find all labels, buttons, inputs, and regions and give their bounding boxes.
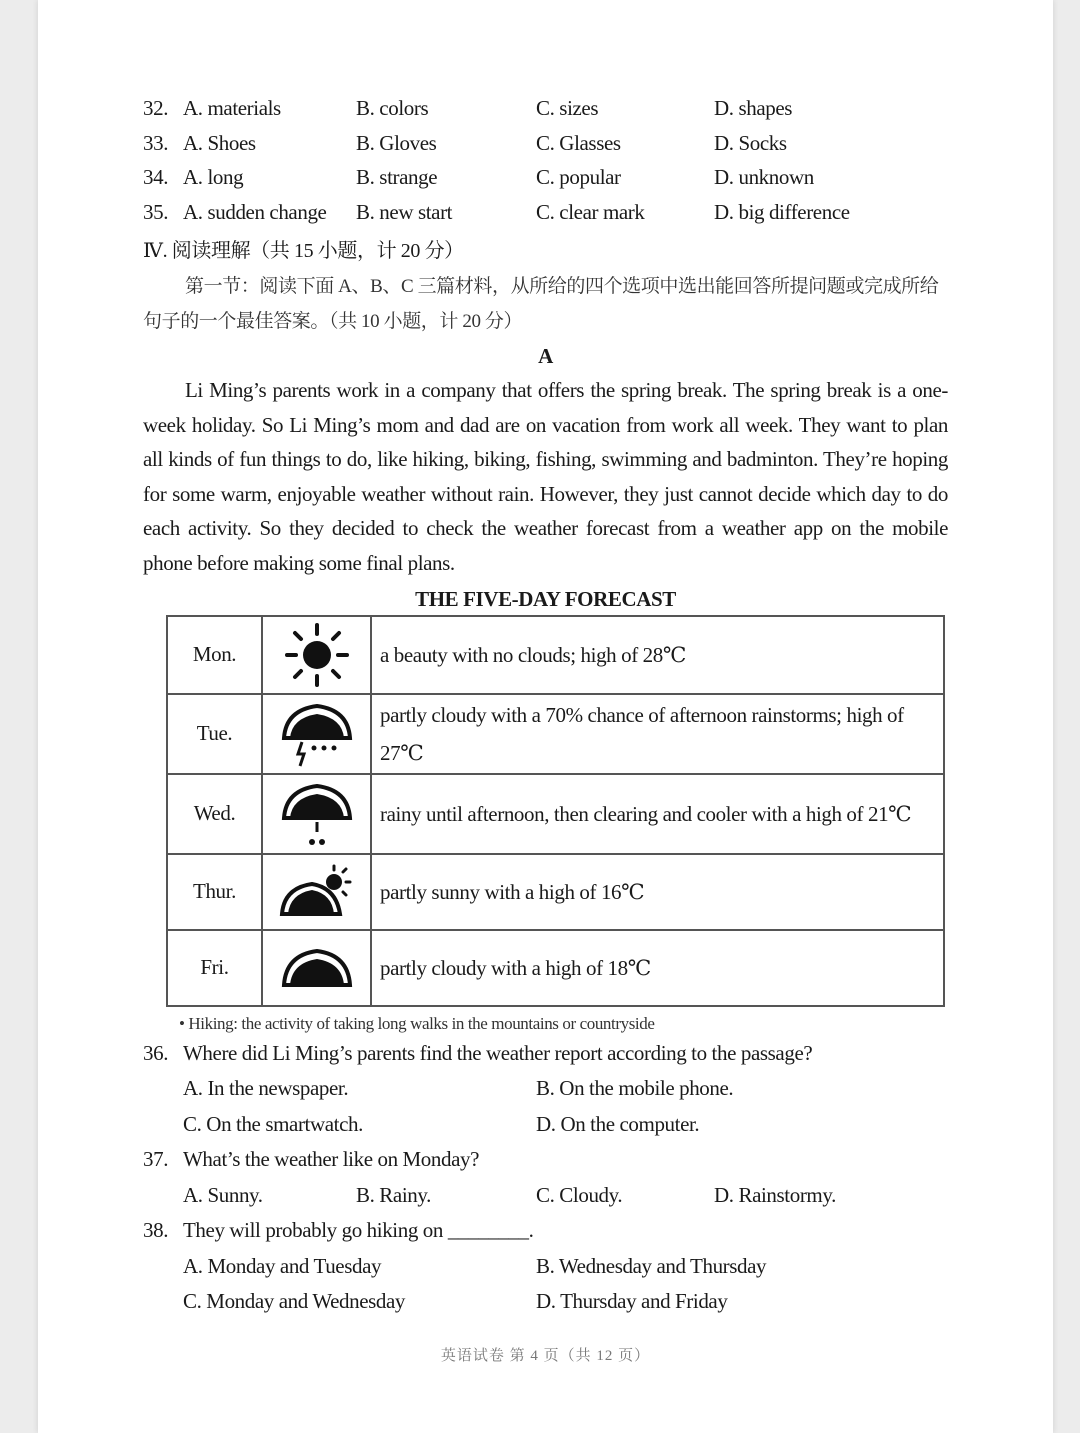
page-content xyxy=(143,96,948,1325)
option-c: C. popular xyxy=(536,165,621,189)
option-a: A. materials xyxy=(183,96,281,120)
option-c: C. On the smartwatch. xyxy=(183,1111,363,1136)
option-b: B. Wednesday and Thursday xyxy=(536,1253,767,1278)
option-d: D. Thursday and Friday xyxy=(536,1289,728,1314)
forecast-desc: partly cloudy with a high of 18℃ xyxy=(371,930,944,1006)
partly-sunny-icon xyxy=(278,862,356,922)
question-number: 37. xyxy=(143,1147,169,1172)
rain-cloud-icon xyxy=(278,778,356,850)
question-37 xyxy=(143,1147,948,1183)
section-heading: Ⅳ. 阅读理解（共 15 小题，计 20 分） xyxy=(143,240,464,262)
option-row-32 xyxy=(143,96,948,131)
option-c: C. Glasses xyxy=(536,130,621,155)
option-d: D. On the computer. xyxy=(536,1111,700,1136)
option-c: C. sizes xyxy=(536,96,599,120)
forecast-row-thur xyxy=(167,854,944,930)
forecast-day: Thur. xyxy=(167,854,262,930)
question-38-options-ab xyxy=(143,1254,948,1290)
option-a: A. In the newspaper. xyxy=(183,1076,349,1101)
option-a: A. sudden change xyxy=(183,199,327,224)
question-number: 38. xyxy=(143,1218,169,1243)
question-37-options xyxy=(143,1183,948,1219)
forecast-desc: a beauty with no clouds; high of 28℃ xyxy=(371,616,944,694)
question-36 xyxy=(143,1041,948,1077)
option-b: B. new start xyxy=(356,199,453,224)
option-c: C. Cloudy. xyxy=(536,1182,623,1207)
option-c: C. clear mark xyxy=(536,199,645,224)
question-text: What’s the weather like on Monday? xyxy=(183,1147,480,1172)
option-a: A. Sunny. xyxy=(183,1182,263,1207)
question-38-options-cd xyxy=(143,1289,948,1325)
hiking-note: • Hiking: the activity of taking long walks in the mountains or countryside xyxy=(179,1013,655,1033)
option-a: A. long xyxy=(183,165,244,189)
passage-text: Li Ming’s parents work in a company that offers the spring break. The spring break is a one-week holiday. So Li Ming’s mom and dad are on vacation from work all week. They want to plan all kinds of fun things to do, like hiking, biking, fishing, swimming and badminton. They’re hoping for some warm, enjoyable weather without rain. However, they just cannot decide which day to do each activity. So they decided to check the weather forecast from a weather app on the mobile phone before making some final plans. xyxy=(143,378,948,575)
forecast-desc: partly cloudy with a 70% chance of afternoon rainstorms; high of 27℃ xyxy=(371,694,944,774)
forecast-row-mon xyxy=(167,616,944,694)
option-d: D. Socks xyxy=(714,130,787,155)
option-b: B. Rainy. xyxy=(356,1182,431,1207)
option-b: B. On the mobile phone. xyxy=(536,1076,734,1101)
forecast-day: Wed. xyxy=(167,774,262,854)
question-number: 36. xyxy=(143,1040,169,1065)
option-d: D. Rainstormy. xyxy=(714,1182,836,1207)
question-number: 35. xyxy=(143,199,169,224)
forecast-desc: partly sunny with a high of 16℃ xyxy=(371,854,944,930)
forecast-row-tue xyxy=(167,694,944,774)
option-b: B. Gloves xyxy=(356,130,437,155)
option-c: C. Monday and Wednesday xyxy=(183,1289,406,1314)
option-b: B. strange xyxy=(356,165,438,189)
question-text: They will probably go hiking on ________. xyxy=(183,1218,534,1243)
exam-page xyxy=(38,0,1053,1433)
option-b: B. colors xyxy=(356,96,429,120)
option-row-33 xyxy=(143,131,948,166)
question-36-options-cd xyxy=(143,1112,948,1148)
forecast-table xyxy=(166,615,945,1007)
option-a: A. Monday and Tuesday xyxy=(183,1253,382,1278)
forecast-desc: rainy until afternoon, then clearing and cooler with a high of 21℃ xyxy=(371,774,944,854)
question-text: Where did Li Ming’s parents find the weather report according to the passage? xyxy=(183,1040,813,1065)
question-number: 33. xyxy=(143,130,169,155)
question-number: 34. xyxy=(143,165,169,189)
passage-label: A xyxy=(538,344,553,368)
option-row-34 xyxy=(143,165,948,200)
cloud-icon xyxy=(278,943,356,993)
forecast-day: Tue. xyxy=(167,694,262,774)
option-a: A. Shoes xyxy=(183,130,256,155)
option-row-35 xyxy=(143,200,948,235)
option-d: D. unknown xyxy=(714,165,814,189)
forecast-row-wed xyxy=(167,774,944,854)
sun-icon xyxy=(282,622,352,688)
question-36-options-ab xyxy=(143,1076,948,1112)
thunderstorm-icon xyxy=(278,698,356,770)
page-footer: 英语试卷 第 4 页（共 12 页） xyxy=(440,1348,651,1364)
question-38 xyxy=(143,1218,948,1254)
question-number: 32. xyxy=(143,96,169,120)
section-instruction: 第一节：阅读下面 A、B、C 三篇材料，从所给的四个选项中选出能回答所提问题或完成所给句子的一个最佳答案。（共 10 小题，计 20 分） xyxy=(143,276,939,332)
option-d: D. big difference xyxy=(714,199,850,224)
forecast-title: THE FIVE-DAY FORECAST xyxy=(415,586,676,611)
option-d: D. shapes xyxy=(714,96,793,120)
forecast-row-fri xyxy=(167,930,944,1006)
forecast-day: Mon. xyxy=(167,616,262,694)
forecast-day: Fri. xyxy=(167,930,262,1006)
